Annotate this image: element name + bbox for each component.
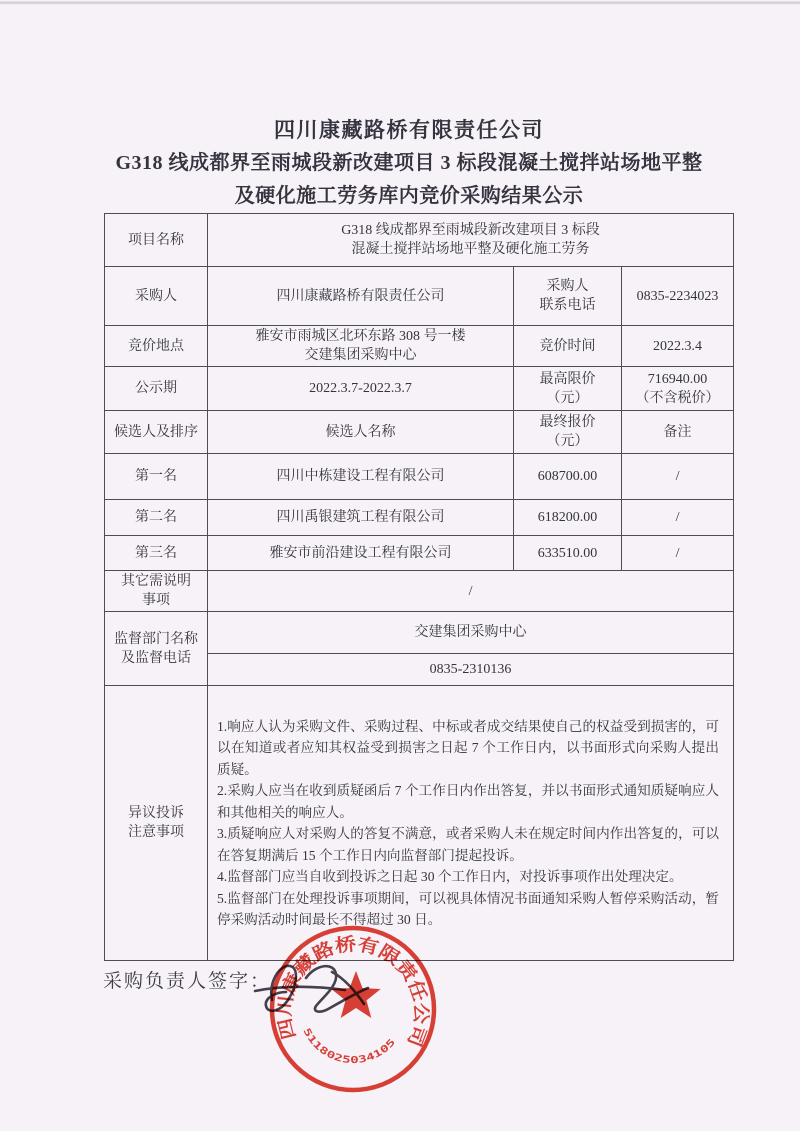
candidates-price-header: 最终报价 （元） — [514, 411, 622, 454]
result-table — [104, 213, 734, 961]
table-row-publicity — [105, 367, 734, 411]
candidate-price: 608700.00 — [514, 454, 622, 500]
objection-item-3: 3.质疑响应人对采购人的答复不满意，或者采购人未在规定时间内作出答复的，可以在答复期满后 15 个工作日内向监督部门提起投诉。 — [217, 826, 720, 863]
candidate-rank: 第一名 — [105, 454, 208, 500]
table-row-purchaser — [105, 267, 734, 326]
project-title-line2: 及硬化施工劳务库内竞价采购结果公示 — [234, 185, 584, 207]
scan-top-edge — [0, 0, 800, 5]
candidate-name: 四川中栋建设工程有限公司 — [208, 454, 514, 500]
candidate-remark: / — [622, 454, 734, 500]
supervision-dept-name: 交建集团采购中心 — [208, 612, 734, 654]
purchaser-value: 四川康藏路桥有限责任公司 — [208, 267, 514, 326]
table-row-supervision-name — [105, 612, 734, 654]
bidding-time-value: 2022.3.4 — [622, 326, 734, 367]
table-row-candidate-2 — [105, 500, 734, 536]
table-row-candidates-header — [105, 411, 734, 454]
seal-serial-text: 5118025034105 — [300, 1026, 396, 1067]
candidate-name: 四川禹银建筑工程有限公司 — [208, 500, 514, 536]
other-notes-value: / — [208, 571, 734, 612]
objection-item-2: 2.采购人应当在收到质疑函后 7 个工作日内作出答复，并以书面形式通知质疑响应人和其他相关的响应人。 — [217, 783, 720, 820]
objection-label: 异议投诉 注意事项 — [105, 686, 208, 961]
candidates-remark-header: 备注 — [622, 411, 734, 454]
max-price-value: 716940.00 （不含税价） — [622, 367, 734, 411]
project-value: G318 线成都界至雨城段新改建项目 3 标段 混凝土搅拌站场地平整及硬化施工劳务 — [208, 214, 734, 267]
candidate-remark: / — [622, 500, 734, 536]
candidates-rank-header: 候选人及排序 — [105, 411, 208, 454]
objection-text — [208, 686, 734, 961]
candidate-price: 633510.00 — [514, 536, 622, 571]
table-row-project — [105, 214, 734, 267]
max-price-label: 最高限价 （元） — [514, 367, 622, 411]
candidate-rank: 第三名 — [105, 536, 208, 571]
publicity-value: 2022.3.7-2022.3.7 — [208, 367, 514, 411]
other-notes-label: 其它需说明 事项 — [105, 571, 208, 612]
bidding-time-label: 竞价时间 — [514, 326, 622, 367]
signature-label: 采购负责人签字： — [103, 971, 272, 992]
project-label: 项目名称 — [105, 214, 208, 267]
project-title-line1: G318 线成都界至雨城段新改建项目 3 标段混凝土搅拌站场地平整 — [115, 152, 703, 174]
bidding-place-label: 竞价地点 — [105, 326, 208, 367]
supervision-dept-phone: 0835-2310136 — [208, 654, 734, 686]
seal-star — [331, 971, 380, 1018]
table-row-objection — [105, 686, 734, 961]
table-row-candidate-3 — [105, 536, 734, 571]
objection-item-5: 5.监督部门在处理投诉事项期间，可以视具体情况书面通知采购人暂停采购活动，暂停采购活动时间最长不得超过 30 日。 — [217, 890, 720, 927]
table-row-bidding — [105, 326, 734, 367]
candidates-name-header: 候选人名称 — [208, 411, 514, 454]
supervision-label: 监督部门名称 及监督电话 — [105, 612, 208, 686]
candidate-remark: / — [622, 536, 734, 571]
purchaser-label: 采购人 — [105, 267, 208, 326]
candidate-rank: 第二名 — [105, 500, 208, 536]
document-title — [84, 114, 734, 213]
bidding-place-value: 雅安市雨城区北环东路 308 号一楼 交建集团采购中心 — [208, 326, 514, 367]
company-title: 四川康藏路桥有限责任公司 — [274, 118, 544, 142]
candidate-price: 618200.00 — [514, 500, 622, 536]
handwritten-signature — [255, 966, 368, 1012]
publicity-label: 公示期 — [105, 367, 208, 411]
seal-company-text: 四川康藏路桥有限责任公司 — [274, 934, 432, 1047]
table-row-other-notes — [105, 571, 734, 612]
purchaser-phone-value: 0835-2234023 — [622, 267, 734, 326]
table-row-candidate-1 — [105, 454, 734, 500]
candidate-name: 雅安市前沿建设工程有限公司 — [208, 536, 514, 571]
purchaser-phone-label: 采购人 联系电话 — [514, 267, 622, 326]
objection-item-4: 4.监督部门应当自收到投诉之日起 30 个工作日内，对投诉事项作出处理决定。 — [217, 869, 683, 884]
objection-item-1: 1.响应人认为采购文件、采购过程、中标或者成交结果使自己的权益受到损害的，可以在知道或者应知其权益受到损害之日起 7 个工作日内，以书面形式向采购人提出质疑。 — [217, 718, 720, 777]
